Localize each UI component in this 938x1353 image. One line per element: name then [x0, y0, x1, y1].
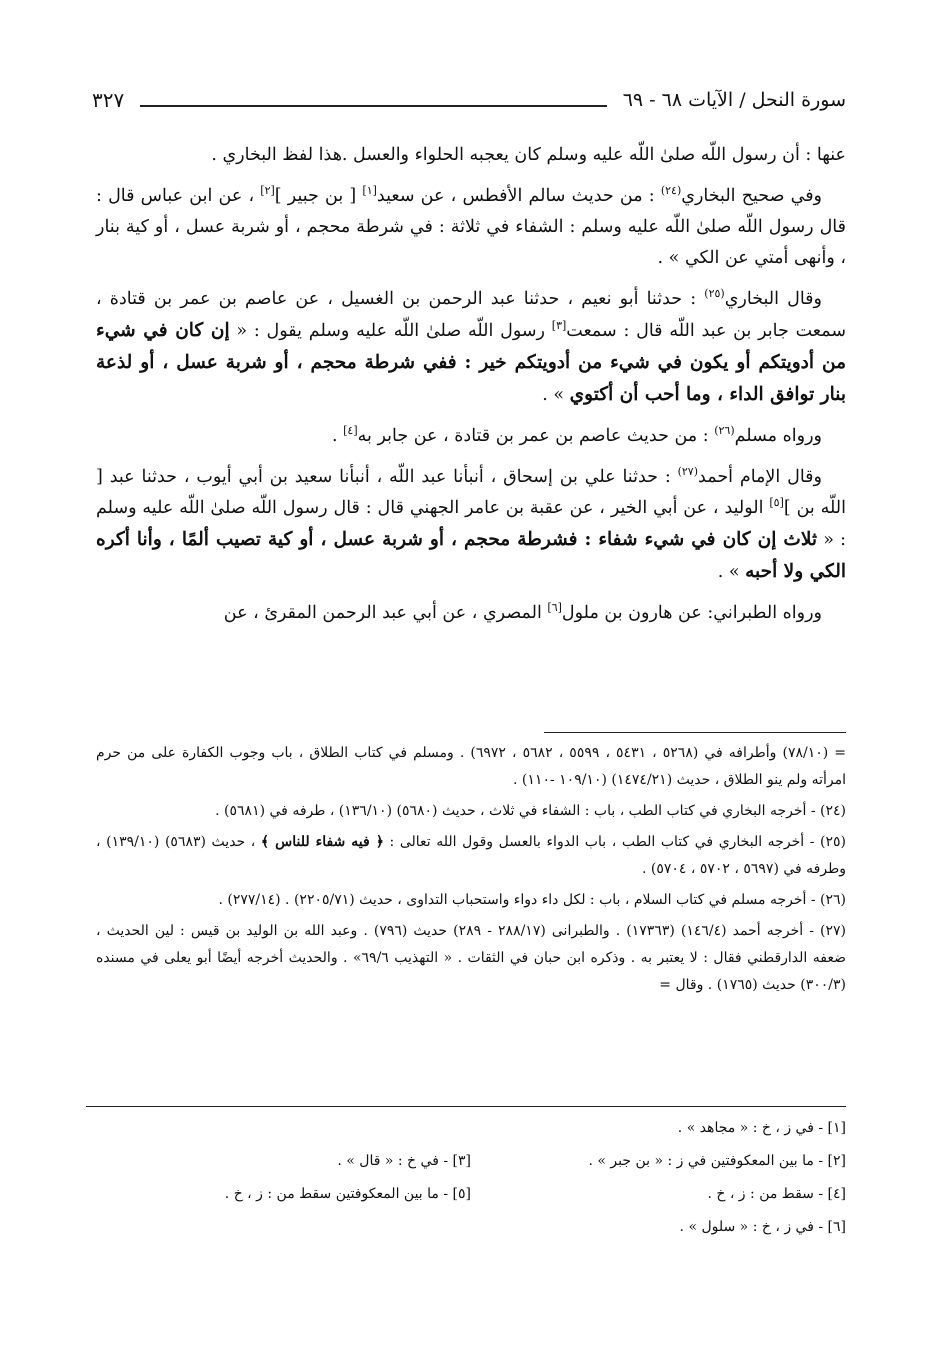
text-run: وفي صحيح البخاري: [681, 186, 823, 206]
text-run: ، حديث (٥٦٨٣) (١٣٩/١٠) ، وطرفه في (٥٦٩٧ ، ٥٧٠٢ ، ٥٧٠٤) .: [96, 834, 846, 877]
page-header: [92, 84, 846, 116]
hadith-text: ثلاث إن كان في شيء شفاء : فشرطة محجم ، أو شربة عسل ، أو كية تصيب ألمًا ، وأنا أكره الكي ولا أحبه: [96, 529, 846, 582]
footnote-27: (٢٧) - أخرجه أحمد (١٤٦/٤) (١٧٣٦٣) . والطبرانى (٢٨٨/١٧ - ٢٨٩) حديث (٧٩٦) . وعبد الله بن الوليد بن قيس : لين الحديث ، ضعفه الدارقطني فقال : لا يعتبر به . وذكره ابن حبان في الثقات . « التهذيب ٦٩/٦» . والحديث أخرجه أيضًا أبو يعلى في مسنده (٣٠٠/٣) حديث (١٧٦٥) . وقال =: [96, 923, 847, 993]
paragraph-2: [96, 181, 846, 274]
variant-ref: [٢]: [260, 184, 275, 198]
footnote-26: (٢٦) - أخرجه مسلم في كتاب السلام ، باب : لكل داء دواء واستحباب التداوى ، حديث (٢٢٠٥/٧١) . (٢٧٧/١٤) .: [218, 892, 846, 908]
text-run: ورواه الطبراني: عن هارون بن ملول: [561, 603, 822, 623]
variant-row: [96, 1112, 846, 1145]
footnote-25: [96, 829, 846, 883]
footnotes: [96, 740, 846, 1003]
paragraph-1: عنها : أن رسول اللّه صلىٰ اللّه عليه وسلم كان يعجبه الحلواء والعسل .هذا لفظ البخاري .: [211, 145, 846, 165]
footnote-ref: (٢٤): [660, 184, 682, 198]
variant-3: [٣] - في خ : « قال » .: [337, 1153, 471, 1169]
paragraph-5: [96, 462, 846, 588]
text-run: : حدثنا علي بن إسحاق ، أنبأنا عبد اللّه ، أنبأنا سعيد بن أبي أيوب ، حدثنا عبد [ اللّه بن ]: [96, 467, 846, 518]
variant-row: [96, 1211, 846, 1244]
footnote-24: (٢٤) - أخرجه البخاري في كتاب الطب ، باب : الشفاء في ثلاث ، حديث (٥٦٨٠) (١٣٦/١٠) ، طرفه في (٥٦٨١) .: [215, 803, 846, 819]
variant-row: [96, 1145, 846, 1178]
text-run: المصري ، عن أبي عبد الرحمن المقرئ ، عن: [223, 603, 548, 623]
main-text: [96, 140, 846, 639]
text-run: (٢٥) - أخرجه البخاري في كتاب الطب ، باب الدواء بالعسل وقول الله تعالى :: [383, 834, 847, 850]
variant-ref: [٥]: [769, 496, 784, 510]
footnote-ref: (٢٧): [677, 465, 699, 479]
variant-1: [١] - في ز ، خ : « مجاهد » .: [677, 1120, 846, 1136]
text-run: وقال البخاري: [724, 289, 822, 309]
variant-ref: [٤]: [343, 424, 358, 438]
quran-quote: ﴿ فيه شفاء للناس ﴾: [260, 834, 384, 850]
variant-4: [٤] - سقط من : ز ، خ .: [707, 1186, 846, 1202]
header-rule: [140, 105, 606, 107]
paragraph-6: [96, 598, 846, 629]
hadith-text: إن كان في شيء من أدويتكم أو يكون في شيء من أدويتكم خير : ففي شرطة محجم ، أو شربة عسل ، أو لذعة بنار توافق الداء ، وما أحب أن أكتوي: [96, 320, 846, 405]
text-run: .: [331, 426, 344, 446]
text-run: ، عن ابن عباس قال : قال رسول اللّه صلىٰ اللّه عليه وسلم : الشفاء في ثلاثة : في شرطة محجم ، أو شربة عسل ، أو كية بنار ، وأنهى أمتي عن الكي » .: [96, 186, 846, 268]
variant-row: [96, 1178, 846, 1211]
variant-ref: [١]: [362, 184, 377, 198]
footnote-ref: (٢٦): [714, 424, 735, 438]
footnote-ref: (٢٥): [704, 287, 725, 301]
text-run: : حدثنا أبو نعيم ، حدثنا عبد الرحمن بن الغسيل ، عن عاصم بن عمر بن قتادة ، سمعت جابر بن عبد اللّه قال : سمعت: [96, 289, 846, 341]
text-run: وقال الإمام أحمد: [698, 467, 822, 487]
text-run: ورواه مسلم: [734, 426, 822, 446]
text-run: » .: [542, 385, 570, 405]
variant-ref: [٦]: [547, 601, 562, 615]
text-run: الوليد ، عن أبي الخير ، عن عقبة بن عامر الجهني قال : قال رسول اللّه صلىٰ اللّه عليه وسلم : «: [96, 498, 846, 550]
paragraph-3: [96, 284, 846, 411]
variants-divider: [86, 1106, 846, 1107]
footnote-divider: [544, 732, 846, 733]
variant-2: [٢] - ما بين المعكوفتين في ز : « بن جبر » .: [588, 1153, 846, 1169]
variant-ref: [٣]: [551, 319, 567, 333]
text-run: : من حديث عاصم بن عمر بن قتادة ، عن جابر به: [357, 426, 715, 446]
text-run: » .: [717, 562, 746, 582]
running-title: سورة النحل / الآيات ٦٨ - ٦٩: [622, 89, 846, 111]
page-number: ٣٢٧: [92, 88, 125, 112]
footnote-continuation: = (٧٨/١٠) وأطرافه في (٥٢٦٨ ، ٥٤٣١ ، ٥٥٩٩ ، ٥٦٨٢ ، ٦٩٧٢) . ومسلم في كتاب الطلاق ، باب وجوب الكفارة على من حرم امرأته ولم ينو الطلاق ، حديث (١٤٧٤/٢١) (١٠٩/١٠ -١١٠) .: [96, 745, 846, 788]
text-run: رسول اللّه صلىٰ اللّه عليه وسلم يقول : «: [229, 321, 552, 341]
text-run: : من حديث سالم الأفطس ، عن سعيد: [376, 186, 661, 206]
variant-6: [٦] - في ز ، خ : « سلول » .: [679, 1219, 846, 1235]
manuscript-variants: [96, 1112, 846, 1244]
variant-5: [٥] - ما بين المعكوفتين سقط من : ز ، خ .: [224, 1186, 471, 1202]
text-run: [ بن جبير ]: [274, 186, 363, 206]
paragraph-4: [96, 421, 846, 452]
